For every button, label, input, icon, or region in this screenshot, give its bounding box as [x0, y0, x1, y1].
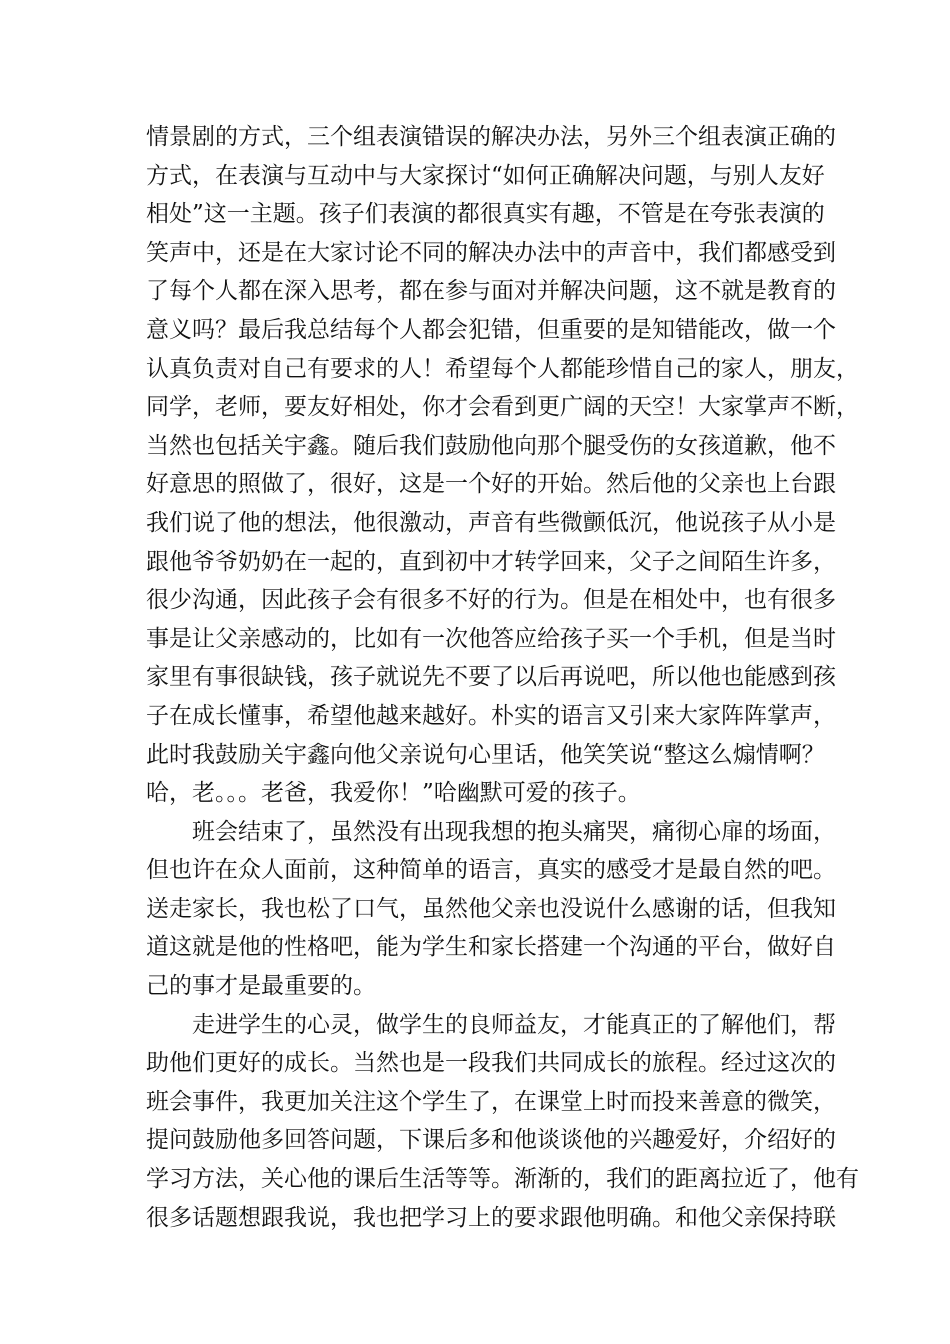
text-line: 助他们更好的成长。当然也是一段我们共同成长的旅程。经过这次的 — [146, 1050, 836, 1077]
text-line: 事是让父亲感动的，比如有一次他答应给孩子买一个手机，但是当时 — [146, 625, 836, 652]
text-line: 方式，在表演与互动中与大家探讨“如何正确解决问题，与别人友好 — [146, 162, 825, 189]
paragraph-3 — [146, 1006, 859, 1238]
text-line: 情景剧的方式，三个组表演错误的解决办法，另外三个组表演正确的 — [146, 124, 836, 150]
text-line: 跟他爷爷奶奶在一起的，直到初中才转学回来，父子之间陌生许多， — [146, 548, 836, 575]
text-line: 相处”这一主题。孩子们表演的都很真实有趣，不管是在夸张表演的 — [146, 201, 825, 228]
text-line: 走进学生的心灵，做学生的良师益友，才能真正的了解他们，帮 — [192, 1011, 836, 1038]
text-line: 很多话题想跟我说，我也把学习上的要求跟他明确。和他父亲保持联 — [146, 1204, 836, 1231]
text-line: 子在成长懂事，希望他越来越好。朴实的语言又引来大家阵阵掌声， — [146, 702, 836, 729]
text-line: 送走家长，我也松了口气，虽然他父亲也没说什么感谢的话，但我知 — [146, 895, 836, 922]
text-line: 此时我鼓励关宇鑫向他父亲说句心里话，他笑笑说“整这么煽情啊？ — [146, 741, 825, 768]
text-line: 同学，老师，要友好相处，你才会看到更广阔的天空！大家掌声不断， — [146, 394, 859, 421]
text-line: 班会结束了，虽然没有出现我想的抱头痛哭，痛彻心扉的场面， — [192, 818, 836, 845]
body-text — [146, 118, 859, 1237]
text-line: 认真负责对自己有要求的人！希望每个人都能珍惜自己的家人，朋友， — [146, 355, 859, 382]
text-line: 提问鼓励他多回答问题，下课后多和他谈谈他的兴趣爱好，介绍好的 — [146, 1127, 836, 1154]
text-line: 很少沟通，因此孩子会有很多不好的行为。但是在相处中，也有很多 — [146, 587, 836, 614]
text-line: 家里有事很缺钱，孩子就说先不要了以后再说吧，所以他也能感到孩 — [146, 664, 836, 691]
text-line: 当然也包括关宇鑫。随后我们鼓励他向那个腿受伤的女孩道歉，他不 — [146, 432, 836, 459]
paragraph-1 — [146, 118, 859, 813]
paragraph-2 — [146, 813, 836, 1006]
text-line: 笑声中，还是在大家讨论不同的解决办法中的声音中，我们都感受到 — [146, 239, 836, 266]
text-line: 班会事件，我更加关注这个学生了，在课堂上时而投来善意的微笑， — [146, 1088, 836, 1115]
text-line: 了每个人都在深入思考，都在参与面对并解决问题，这不就是教育的 — [146, 278, 836, 305]
text-line: 但也许在众人面前，这种简单的语言，真实的感受才是最自然的吧。 — [146, 857, 836, 884]
text-line: 意义吗？最后我总结每个人都会犯错，但重要的是知错能改，做一个 — [146, 316, 836, 343]
text-line: 我们说了他的想法，他很激动，声音有些微颤低沉，他说孩子从小是 — [146, 509, 836, 536]
text-line: 哈，老。。。老爸，我爱你！”哈幽默可爱的孩子。 — [146, 780, 641, 807]
text-line: 好意思的照做了，很好，这是一个好的开始。然后他的父亲也上台跟 — [146, 471, 836, 498]
text-line: 道这就是他的性格吧，能为学生和家长搭建一个沟通的平台，做好自 — [146, 934, 836, 961]
text-line: 学习方法，关心他的课后生活等等。渐渐的，我们的距离拉近了，他有 — [146, 1166, 859, 1193]
text-line: 己的事才是最重要的。 — [146, 973, 376, 1000]
